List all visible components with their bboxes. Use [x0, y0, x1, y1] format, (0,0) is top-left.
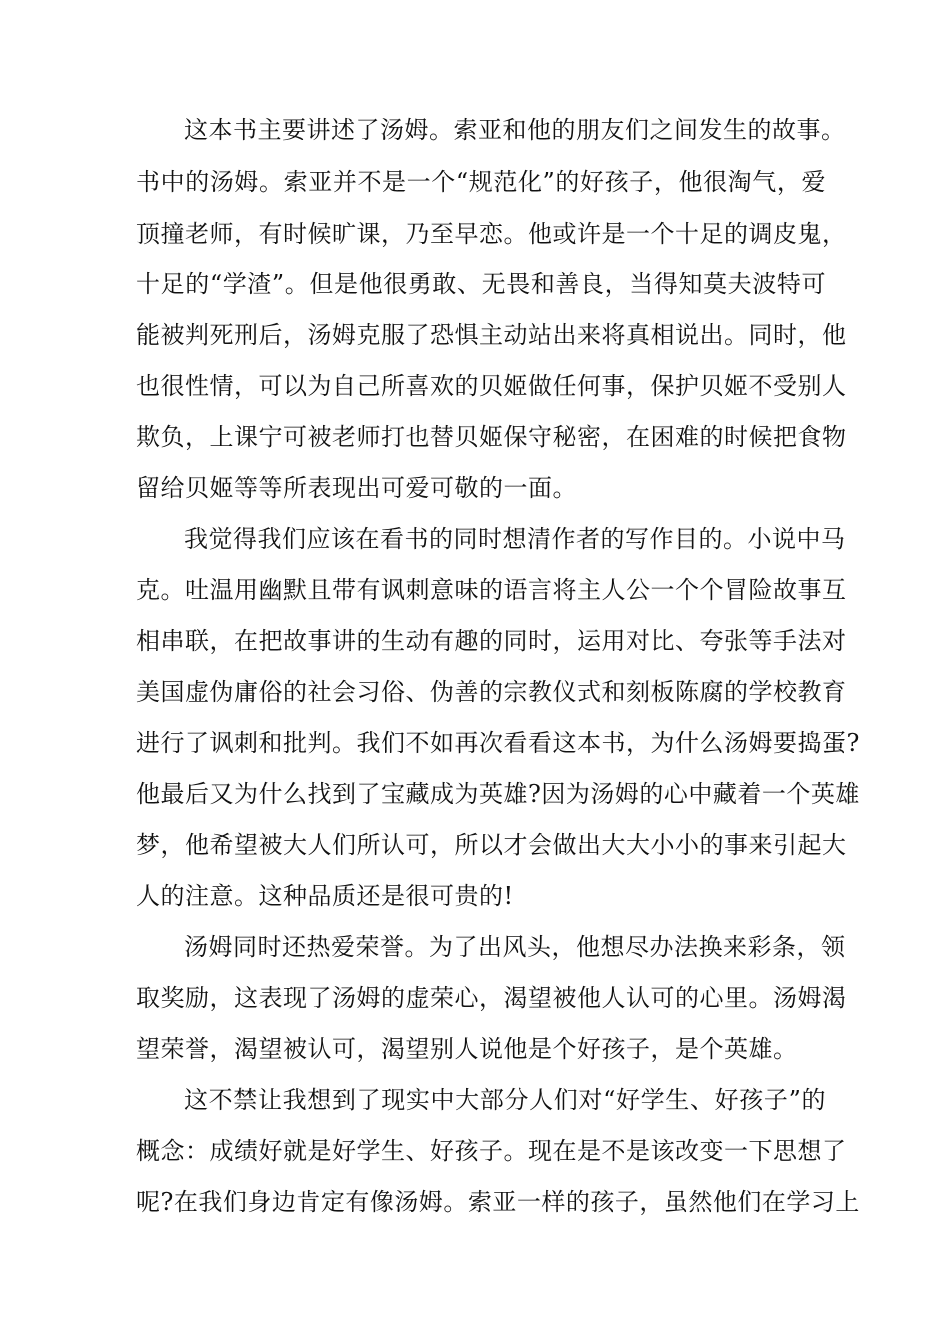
paragraph-3-line-3: 望荣誉，渴望被认可，渴望别人说他是个好孩子，是个英雄。 — [136, 1035, 798, 1063]
paragraph-2-line-3: 相串联，在把故事讲的生动有趣的同时，运用对比、夸张等手法对 — [136, 627, 847, 655]
paragraph-1-line-1: 这本书主要讲述了汤姆。索亚和他的朋友们之间发生的故事。 — [184, 116, 846, 144]
paragraph-1-line-3: 顶撞老师，有时候旷课，乃至早恋。他或许是一个十足的调皮鬼， — [136, 220, 847, 248]
paragraph-3-line-2: 取奖励，这表现了汤姆的虚荣心，渴望被他人认可的心里。汤姆渴 — [136, 984, 847, 1012]
paragraph-2-line-2: 克。吐温用幽默且带有讽刺意味的语言将主人公一个个冒险故事互 — [136, 576, 847, 604]
paragraph-1-line-5: 能被判死刑后，汤姆克服了恐惧主动站出来将真相说出。同时，他 — [136, 321, 847, 349]
paragraph-1-line-8: 留给贝姬等等所表现出可爱可敬的一面。 — [136, 474, 577, 502]
paragraph-4-line-1: 这不禁让我想到了现实中大部分人们对“好学生、好孩子”的 — [184, 1086, 826, 1114]
paragraph-1-line-6: 也很性情，可以为自己所喜欢的贝姬做任何事，保护贝姬不受别人 — [136, 372, 847, 400]
paragraph-2-line-7: 梦，他希望被大人们所认可，所以才会做出大大小小的事来引起大 — [136, 831, 847, 859]
paragraph-1-line-7: 欺负，上课宁可被老师打也替贝姬保守秘密，在困难的时候把食物 — [136, 423, 847, 451]
paragraph-4-line-2: 概念：成绩好就是好学生、好孩子。现在是不是该改变一下思想了 — [136, 1137, 847, 1165]
paragraph-2-line-5: 进行了讽刺和批判。我们不如再次看看这本书，为什么汤姆要捣蛋? — [136, 729, 860, 757]
paragraph-4-line-3: 呢?在我们身边肯定有像汤姆。索亚一样的孩子，虽然他们在学习上 — [136, 1188, 860, 1216]
paragraph-1-line-4: 十足的“学渣”。但是他很勇敢、无畏和善良，当得知莫夫波特可 — [136, 270, 826, 298]
paragraph-2-line-6: 他最后又为什么找到了宝藏成为英雄?因为汤姆的心中藏着一个英雄 — [136, 780, 860, 808]
paragraph-1-line-2: 书中的汤姆。索亚并不是一个“规范化”的好孩子，他很淘气，爱 — [136, 168, 826, 196]
paragraph-3-line-1: 汤姆同时还热爱荣誉。为了出风头，他想尽办法换来彩条，领 — [184, 933, 846, 961]
paragraph-2-line-8: 人的注意。这种品质还是很可贵的! — [136, 882, 514, 910]
paragraph-2-line-1: 我觉得我们应该在看书的同时想清作者的写作目的。小说中马 — [184, 525, 846, 553]
paragraph-2-line-4: 美国虚伪庸俗的社会习俗、伪善的宗教仪式和刻板陈腐的学校教育 — [136, 678, 847, 706]
